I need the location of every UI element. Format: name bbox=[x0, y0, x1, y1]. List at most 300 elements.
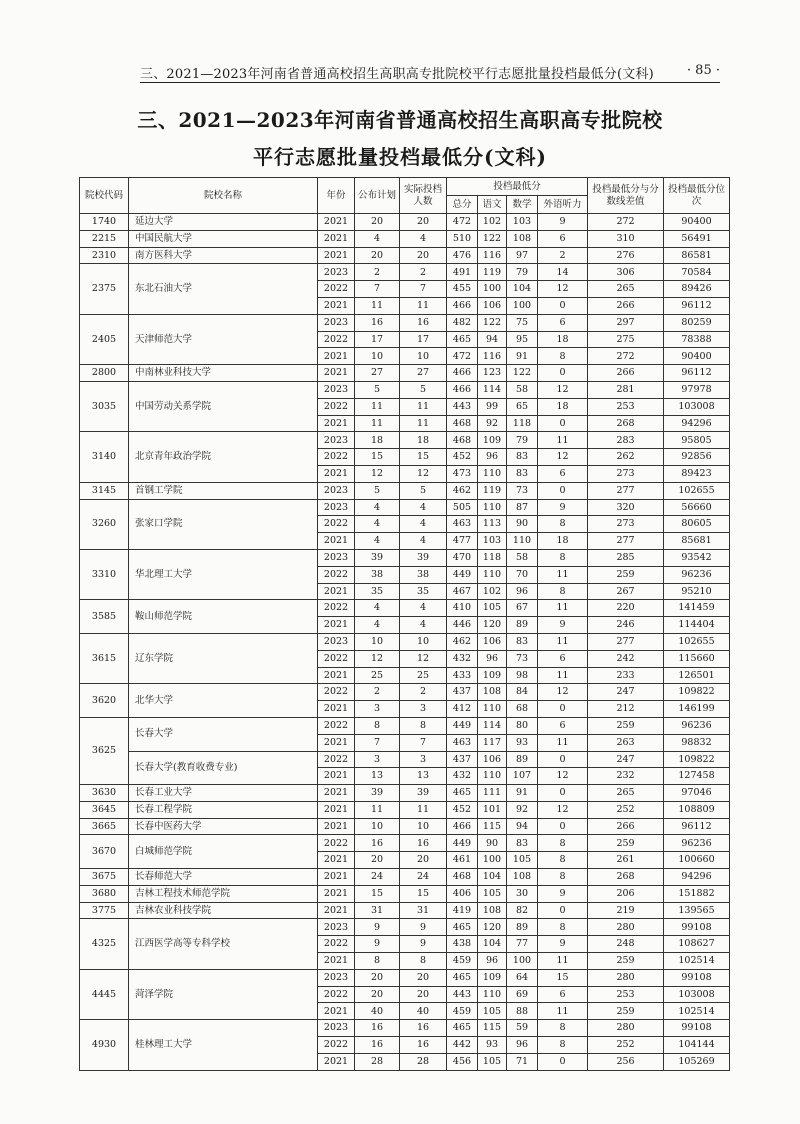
cell-chinese: 101 bbox=[478, 801, 507, 818]
cell-listening: 14 bbox=[538, 264, 588, 281]
cell-total: 419 bbox=[447, 902, 478, 919]
cell-math: 65 bbox=[507, 398, 538, 415]
cell-total: 468 bbox=[447, 415, 478, 432]
cell-year: 2023 bbox=[318, 482, 355, 499]
cell-listening: 6 bbox=[538, 717, 588, 734]
cell-math: 87 bbox=[507, 499, 538, 516]
cell-rank: 109822 bbox=[664, 684, 730, 701]
cell-name: 北京青年政治学院 bbox=[129, 432, 318, 482]
cell-chinese: 106 bbox=[478, 297, 507, 314]
cell-total: 463 bbox=[447, 734, 478, 751]
cell-total: 449 bbox=[447, 566, 478, 583]
cell-code: 3680 bbox=[80, 885, 129, 902]
cell-plan: 4 bbox=[355, 533, 400, 550]
cell-total: 443 bbox=[447, 398, 478, 415]
cell-year: 2022 bbox=[318, 986, 355, 1003]
cell-listening: 9 bbox=[538, 617, 588, 634]
header-admitted: 实际投档人数 bbox=[400, 178, 447, 214]
cell-listening: 8 bbox=[538, 1037, 588, 1054]
table-row bbox=[80, 919, 730, 936]
cell-listening: 8 bbox=[538, 852, 588, 869]
cell-code: 4325 bbox=[80, 919, 129, 969]
header-plan: 公布计划 bbox=[355, 178, 400, 214]
cell-year: 2022 bbox=[318, 331, 355, 348]
cell-listening: 8 bbox=[538, 919, 588, 936]
header-min-score-group: 投档最低分 bbox=[447, 178, 588, 196]
cell-diff: 232 bbox=[588, 768, 664, 785]
cell-plan: 15 bbox=[355, 885, 400, 902]
header-year: 年份 bbox=[318, 178, 355, 214]
cell-math: 98 bbox=[507, 667, 538, 684]
cell-math: 67 bbox=[507, 600, 538, 617]
cell-math: 73 bbox=[507, 650, 538, 667]
cell-rank: 103008 bbox=[664, 398, 730, 415]
cell-admitted: 3 bbox=[400, 751, 447, 768]
title-line-1: 三、2021—2023年河南省普通高校招生高职高专批院校 bbox=[137, 108, 663, 132]
cell-math: 70 bbox=[507, 566, 538, 583]
cell-chinese: 113 bbox=[478, 516, 507, 533]
cell-year: 2021 bbox=[318, 617, 355, 634]
cell-math: 79 bbox=[507, 432, 538, 449]
cell-year: 2023 bbox=[318, 969, 355, 986]
cell-chinese: 102 bbox=[478, 214, 507, 231]
cell-chinese: 105 bbox=[478, 1003, 507, 1020]
cell-math: 94 bbox=[507, 818, 538, 835]
cell-total: 510 bbox=[447, 230, 478, 247]
cell-name: 菏泽学院 bbox=[129, 969, 318, 1019]
cell-code: 2800 bbox=[80, 365, 129, 382]
cell-plan: 12 bbox=[355, 650, 400, 667]
cell-plan: 7 bbox=[355, 734, 400, 751]
cell-math: 83 bbox=[507, 835, 538, 852]
cell-total: 410 bbox=[447, 600, 478, 617]
cell-admitted: 17 bbox=[400, 331, 447, 348]
cell-plan: 4 bbox=[355, 230, 400, 247]
cell-total: 443 bbox=[447, 986, 478, 1003]
cell-admitted: 13 bbox=[400, 768, 447, 785]
cell-total: 465 bbox=[447, 969, 478, 986]
cell-listening: 8 bbox=[538, 869, 588, 886]
cell-plan: 2 bbox=[355, 684, 400, 701]
cell-listening: 2 bbox=[538, 247, 588, 264]
cell-admitted: 18 bbox=[400, 432, 447, 449]
cell-listening: 0 bbox=[538, 365, 588, 382]
cell-chinese: 108 bbox=[478, 684, 507, 701]
cell-total: 466 bbox=[447, 818, 478, 835]
cell-year: 2021 bbox=[318, 583, 355, 600]
cell-chinese: 114 bbox=[478, 381, 507, 398]
cell-code: 3775 bbox=[80, 902, 129, 919]
cell-admitted: 10 bbox=[400, 818, 447, 835]
cell-listening: 11 bbox=[538, 734, 588, 751]
cell-rank: 90400 bbox=[664, 214, 730, 231]
cell-total: 482 bbox=[447, 314, 478, 331]
cell-rank: 108627 bbox=[664, 936, 730, 953]
cell-code: 2375 bbox=[80, 264, 129, 314]
cell-listening: 0 bbox=[538, 902, 588, 919]
cell-diff: 248 bbox=[588, 936, 664, 953]
cell-math: 122 bbox=[507, 365, 538, 382]
cell-year: 2022 bbox=[318, 516, 355, 533]
cell-diff: 212 bbox=[588, 701, 664, 718]
cell-plan: 4 bbox=[355, 516, 400, 533]
cell-diff: 306 bbox=[588, 264, 664, 281]
cell-plan: 4 bbox=[355, 499, 400, 516]
cell-year: 2023 bbox=[318, 633, 355, 650]
cell-diff: 246 bbox=[588, 617, 664, 634]
cell-total: 437 bbox=[447, 684, 478, 701]
cell-rank: 93542 bbox=[664, 549, 730, 566]
cell-plan: 2 bbox=[355, 264, 400, 281]
cell-rank: 95805 bbox=[664, 432, 730, 449]
cell-diff: 280 bbox=[588, 1020, 664, 1037]
cell-rank: 104144 bbox=[664, 1037, 730, 1054]
cell-chinese: 117 bbox=[478, 734, 507, 751]
table-row bbox=[80, 432, 730, 449]
cell-plan: 39 bbox=[355, 549, 400, 566]
cell-chinese: 118 bbox=[478, 549, 507, 566]
cell-plan: 4 bbox=[355, 617, 400, 634]
cell-math: 80 bbox=[507, 717, 538, 734]
cell-name: 天津师范大学 bbox=[129, 314, 318, 364]
cell-rank: 96236 bbox=[664, 717, 730, 734]
cell-listening: 0 bbox=[538, 297, 588, 314]
cell-chinese: 110 bbox=[478, 701, 507, 718]
cell-year: 2021 bbox=[318, 902, 355, 919]
cell-name: 北华大学 bbox=[129, 684, 318, 718]
cell-year: 2021 bbox=[318, 852, 355, 869]
table-row bbox=[80, 482, 730, 499]
cell-listening: 6 bbox=[538, 230, 588, 247]
cell-chinese: 115 bbox=[478, 818, 507, 835]
cell-chinese: 116 bbox=[478, 247, 507, 264]
cell-listening: 11 bbox=[538, 600, 588, 617]
cell-total: 442 bbox=[447, 1037, 478, 1054]
cell-listening: 0 bbox=[538, 785, 588, 802]
cell-math: 83 bbox=[507, 633, 538, 650]
cell-admitted: 39 bbox=[400, 785, 447, 802]
cell-name: 江西医学高等专科学校 bbox=[129, 919, 318, 969]
cell-listening: 18 bbox=[538, 398, 588, 415]
cell-diff: 273 bbox=[588, 516, 664, 533]
cell-rank: 89426 bbox=[664, 281, 730, 298]
cell-total: 449 bbox=[447, 717, 478, 734]
cell-rank: 139565 bbox=[664, 902, 730, 919]
cell-total: 467 bbox=[447, 583, 478, 600]
cell-code: 3665 bbox=[80, 818, 129, 835]
cell-rank: 94296 bbox=[664, 415, 730, 432]
cell-plan: 10 bbox=[355, 348, 400, 365]
cell-chinese: 99 bbox=[478, 398, 507, 415]
cell-listening: 8 bbox=[538, 583, 588, 600]
cell-plan: 9 bbox=[355, 936, 400, 953]
table-row bbox=[80, 549, 730, 566]
cell-diff: 273 bbox=[588, 465, 664, 482]
cell-listening: 11 bbox=[538, 633, 588, 650]
cell-math: 89 bbox=[507, 617, 538, 634]
table-row bbox=[80, 365, 730, 382]
cell-plan: 3 bbox=[355, 701, 400, 718]
cell-math: 82 bbox=[507, 902, 538, 919]
cell-math: 104 bbox=[507, 281, 538, 298]
cell-total: 452 bbox=[447, 801, 478, 818]
cell-year: 2021 bbox=[318, 667, 355, 684]
cell-name: 首钢工学院 bbox=[129, 482, 318, 499]
title-line-2: 平行志愿批量投档最低分(文科) bbox=[253, 145, 547, 169]
cell-code: 3620 bbox=[80, 684, 129, 718]
cell-admitted: 20 bbox=[400, 247, 447, 264]
cell-total: 462 bbox=[447, 482, 478, 499]
cell-listening: 6 bbox=[538, 650, 588, 667]
cell-name: 长春师范大学 bbox=[129, 869, 318, 886]
cell-year: 2023 bbox=[318, 432, 355, 449]
cell-year: 2022 bbox=[318, 600, 355, 617]
cell-listening: 0 bbox=[538, 482, 588, 499]
cell-diff: 259 bbox=[588, 835, 664, 852]
cell-name: 长春中医药大学 bbox=[129, 818, 318, 835]
table-row bbox=[80, 247, 730, 264]
cell-math: 90 bbox=[507, 516, 538, 533]
table-row bbox=[80, 835, 730, 852]
cell-diff: 259 bbox=[588, 953, 664, 970]
table-header bbox=[80, 178, 730, 214]
cell-admitted: 39 bbox=[400, 549, 447, 566]
running-header bbox=[140, 60, 720, 83]
cell-chinese: 109 bbox=[478, 667, 507, 684]
cell-admitted: 24 bbox=[400, 869, 447, 886]
cell-math: 88 bbox=[507, 1003, 538, 1020]
cell-rank: 96112 bbox=[664, 365, 730, 382]
cell-chinese: 110 bbox=[478, 566, 507, 583]
cell-chinese: 114 bbox=[478, 717, 507, 734]
cell-listening: 0 bbox=[538, 701, 588, 718]
cell-name: 长春工业大学 bbox=[129, 785, 318, 802]
cell-plan: 20 bbox=[355, 247, 400, 264]
cell-math: 108 bbox=[507, 230, 538, 247]
cell-math: 79 bbox=[507, 264, 538, 281]
cell-name: 中国民航大学 bbox=[129, 230, 318, 247]
cell-rank: 151882 bbox=[664, 885, 730, 902]
cell-admitted: 11 bbox=[400, 398, 447, 415]
cell-total: 461 bbox=[447, 852, 478, 869]
cell-rank: 98832 bbox=[664, 734, 730, 751]
page-title bbox=[0, 104, 800, 170]
cell-name: 长春大学(教育收费专业) bbox=[129, 751, 318, 785]
cell-plan: 5 bbox=[355, 482, 400, 499]
cell-plan: 13 bbox=[355, 768, 400, 785]
cell-code: 3140 bbox=[80, 432, 129, 482]
cell-admitted: 40 bbox=[400, 1003, 447, 1020]
cell-chinese: 110 bbox=[478, 465, 507, 482]
cell-total: 477 bbox=[447, 533, 478, 550]
cell-plan: 16 bbox=[355, 1037, 400, 1054]
cell-total: 452 bbox=[447, 449, 478, 466]
cell-plan: 5 bbox=[355, 381, 400, 398]
cell-year: 2021 bbox=[318, 230, 355, 247]
cell-plan: 16 bbox=[355, 1020, 400, 1037]
cell-diff: 253 bbox=[588, 986, 664, 1003]
cell-year: 2022 bbox=[318, 751, 355, 768]
cell-rank: 89423 bbox=[664, 465, 730, 482]
cell-total: 476 bbox=[447, 247, 478, 264]
cell-rank: 56660 bbox=[664, 499, 730, 516]
cell-admitted: 15 bbox=[400, 885, 447, 902]
cell-chinese: 115 bbox=[478, 1020, 507, 1037]
cell-listening: 9 bbox=[538, 885, 588, 902]
cell-year: 2021 bbox=[318, 1003, 355, 1020]
table-row bbox=[80, 969, 730, 986]
cell-listening: 6 bbox=[538, 314, 588, 331]
cell-math: 73 bbox=[507, 482, 538, 499]
cell-code: 4930 bbox=[80, 1020, 129, 1070]
cell-listening: 6 bbox=[538, 465, 588, 482]
cell-listening: 9 bbox=[538, 499, 588, 516]
cell-rank: 97046 bbox=[664, 785, 730, 802]
cell-name: 桂林理工大学 bbox=[129, 1020, 318, 1070]
cell-total: 438 bbox=[447, 936, 478, 953]
cell-plan: 40 bbox=[355, 1003, 400, 1020]
cell-math: 95 bbox=[507, 331, 538, 348]
cell-year: 2021 bbox=[318, 818, 355, 835]
cell-year: 2021 bbox=[318, 533, 355, 550]
cell-diff: 268 bbox=[588, 869, 664, 886]
table-row bbox=[80, 885, 730, 902]
cell-chinese: 109 bbox=[478, 969, 507, 986]
cell-code: 1740 bbox=[80, 214, 129, 231]
cell-admitted: 11 bbox=[400, 415, 447, 432]
cell-total: 466 bbox=[447, 365, 478, 382]
cell-rank: 92856 bbox=[664, 449, 730, 466]
cell-math: 103 bbox=[507, 214, 538, 231]
cell-rank: 96112 bbox=[664, 297, 730, 314]
cell-admitted: 9 bbox=[400, 936, 447, 953]
cell-admitted: 28 bbox=[400, 1053, 447, 1070]
cell-diff: 280 bbox=[588, 969, 664, 986]
cell-year: 2022 bbox=[318, 936, 355, 953]
cell-chinese: 106 bbox=[478, 751, 507, 768]
cell-admitted: 15 bbox=[400, 449, 447, 466]
cell-rank: 78388 bbox=[664, 331, 730, 348]
cell-rank: 90400 bbox=[664, 348, 730, 365]
cell-math: 108 bbox=[507, 869, 538, 886]
table-row bbox=[80, 381, 730, 398]
cell-math: 84 bbox=[507, 684, 538, 701]
cell-total: 505 bbox=[447, 499, 478, 516]
cell-diff: 283 bbox=[588, 432, 664, 449]
cell-admitted: 16 bbox=[400, 1037, 447, 1054]
cell-math: 96 bbox=[507, 583, 538, 600]
cell-admitted: 3 bbox=[400, 701, 447, 718]
cell-year: 2021 bbox=[318, 785, 355, 802]
cell-plan: 20 bbox=[355, 852, 400, 869]
cell-rank: 141459 bbox=[664, 600, 730, 617]
cell-code: 2310 bbox=[80, 247, 129, 264]
cell-year: 2021 bbox=[318, 768, 355, 785]
cell-plan: 3 bbox=[355, 751, 400, 768]
page-number: · 85 · bbox=[686, 63, 720, 78]
cell-total: 412 bbox=[447, 701, 478, 718]
cell-code: 3670 bbox=[80, 835, 129, 869]
cell-admitted: 11 bbox=[400, 297, 447, 314]
cell-year: 2021 bbox=[318, 247, 355, 264]
cell-year: 2021 bbox=[318, 214, 355, 231]
cell-chinese: 110 bbox=[478, 499, 507, 516]
cell-code: 3585 bbox=[80, 600, 129, 634]
cell-diff: 277 bbox=[588, 633, 664, 650]
cell-rank: 56491 bbox=[664, 230, 730, 247]
cell-listening: 12 bbox=[538, 684, 588, 701]
cell-chinese: 100 bbox=[478, 852, 507, 869]
cell-listening: 8 bbox=[538, 549, 588, 566]
cell-listening: 12 bbox=[538, 801, 588, 818]
cell-math: 83 bbox=[507, 465, 538, 482]
cell-admitted: 4 bbox=[400, 617, 447, 634]
cell-chinese: 104 bbox=[478, 936, 507, 953]
cell-plan: 18 bbox=[355, 432, 400, 449]
cell-listening: 12 bbox=[538, 449, 588, 466]
cell-chinese: 108 bbox=[478, 902, 507, 919]
cell-diff: 252 bbox=[588, 801, 664, 818]
cell-chinese: 100 bbox=[478, 281, 507, 298]
cell-diff: 247 bbox=[588, 684, 664, 701]
cell-name: 长春工程学院 bbox=[129, 801, 318, 818]
cell-rank: 80259 bbox=[664, 314, 730, 331]
cell-chinese: 96 bbox=[478, 449, 507, 466]
cell-math: 83 bbox=[507, 449, 538, 466]
cell-total: 446 bbox=[447, 617, 478, 634]
cell-diff: 261 bbox=[588, 852, 664, 869]
cell-admitted: 4 bbox=[400, 600, 447, 617]
cell-rank: 105269 bbox=[664, 1053, 730, 1070]
cell-diff: 310 bbox=[588, 230, 664, 247]
cell-math: 30 bbox=[507, 885, 538, 902]
cell-year: 2022 bbox=[318, 717, 355, 734]
cell-rank: 108809 bbox=[664, 801, 730, 818]
cell-rank: 96236 bbox=[664, 835, 730, 852]
cell-listening: 0 bbox=[538, 415, 588, 432]
cell-code: 3675 bbox=[80, 869, 129, 886]
cell-total: 466 bbox=[447, 297, 478, 314]
cell-admitted: 35 bbox=[400, 583, 447, 600]
cell-code: 3625 bbox=[80, 717, 129, 784]
cell-year: 2021 bbox=[318, 701, 355, 718]
cell-name: 鞍山师范学院 bbox=[129, 600, 318, 634]
cell-name: 中国劳动关系学院 bbox=[129, 381, 318, 431]
cell-admitted: 7 bbox=[400, 281, 447, 298]
cell-math: 89 bbox=[507, 919, 538, 936]
cell-admitted: 25 bbox=[400, 667, 447, 684]
cell-plan: 11 bbox=[355, 801, 400, 818]
table-row bbox=[80, 869, 730, 886]
cell-chinese: 123 bbox=[478, 365, 507, 382]
cell-chinese: 105 bbox=[478, 1053, 507, 1070]
cell-math: 91 bbox=[507, 785, 538, 802]
cell-admitted: 4 bbox=[400, 499, 447, 516]
cell-year: 2022 bbox=[318, 566, 355, 583]
cell-chinese: 122 bbox=[478, 230, 507, 247]
cell-total: 468 bbox=[447, 869, 478, 886]
cell-admitted: 20 bbox=[400, 852, 447, 869]
cell-plan: 16 bbox=[355, 835, 400, 852]
cell-admitted: 16 bbox=[400, 314, 447, 331]
cell-listening: 8 bbox=[538, 348, 588, 365]
cell-chinese: 102 bbox=[478, 583, 507, 600]
table-row bbox=[80, 902, 730, 919]
cell-diff: 265 bbox=[588, 785, 664, 802]
cell-code: 3615 bbox=[80, 633, 129, 683]
cell-rank: 70584 bbox=[664, 264, 730, 281]
cell-total: 470 bbox=[447, 549, 478, 566]
